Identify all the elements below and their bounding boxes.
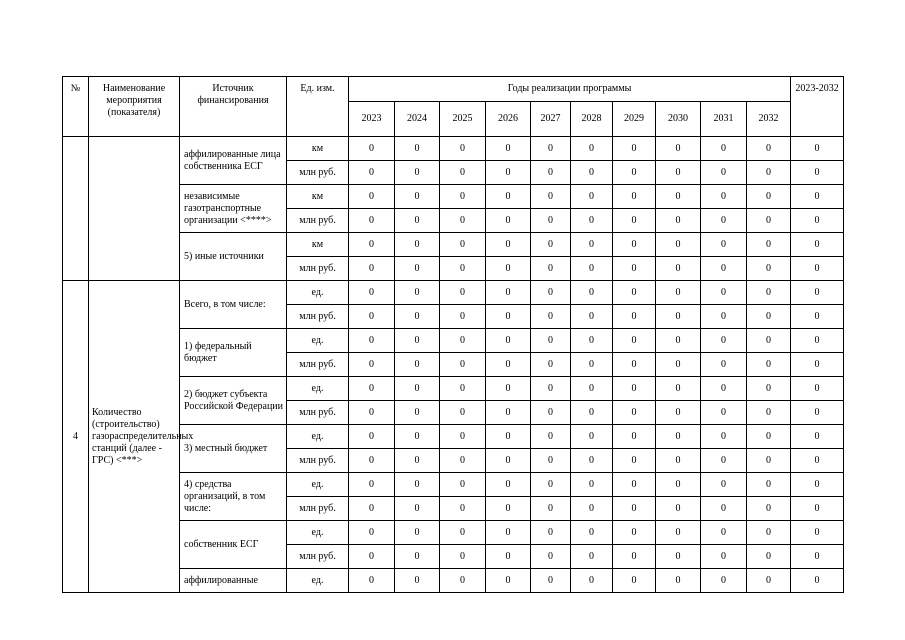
header-source: Источник финансирования	[180, 77, 287, 137]
value-cell: 0	[531, 377, 571, 401]
value-cell: 0	[701, 209, 747, 233]
value-cell: 0	[656, 233, 701, 257]
value-cell: 0	[349, 497, 395, 521]
value-cell: 0	[349, 305, 395, 329]
value-cell: 0	[349, 137, 395, 161]
header-row	[63, 77, 844, 102]
unit-cell: ед.	[287, 281, 349, 305]
value-cell: 0	[395, 305, 440, 329]
value-cell: 0	[395, 353, 440, 377]
item-name-empty	[89, 137, 180, 281]
value-cell: 0	[747, 521, 791, 545]
value-cell: 0	[486, 329, 531, 353]
value-cell: 0	[395, 545, 440, 569]
value-cell: 0	[571, 545, 613, 569]
unit-cell: ед.	[287, 425, 349, 449]
financing-source: собственник ЕСГ	[180, 521, 287, 569]
year-header: 2032	[747, 102, 791, 137]
value-cell: 0	[486, 161, 531, 185]
value-cell: 0	[395, 377, 440, 401]
value-cell: 0	[571, 497, 613, 521]
year-header: 2024	[395, 102, 440, 137]
value-cell: 0	[791, 137, 844, 161]
unit-cell: млн руб.	[287, 305, 349, 329]
value-cell: 0	[747, 497, 791, 521]
value-cell: 0	[531, 521, 571, 545]
value-cell: 0	[531, 473, 571, 497]
value-cell: 0	[395, 473, 440, 497]
value-cell: 0	[747, 401, 791, 425]
value-cell: 0	[791, 305, 844, 329]
financing-source: 4) средства организаций, в том числе:	[180, 473, 287, 521]
value-cell: 0	[571, 161, 613, 185]
value-cell: 0	[656, 161, 701, 185]
item-num-empty	[63, 137, 89, 281]
value-cell: 0	[791, 329, 844, 353]
value-cell: 0	[656, 401, 701, 425]
value-cell: 0	[571, 377, 613, 401]
value-cell: 0	[486, 377, 531, 401]
year-header: 2030	[656, 102, 701, 137]
value-cell: 0	[440, 185, 486, 209]
value-cell: 0	[747, 209, 791, 233]
value-cell: 0	[440, 401, 486, 425]
year-header: 2026	[486, 102, 531, 137]
value-cell: 0	[747, 569, 791, 593]
unit-cell: млн руб.	[287, 161, 349, 185]
value-cell: 0	[613, 377, 656, 401]
value-cell: 0	[395, 329, 440, 353]
value-cell: 0	[791, 545, 844, 569]
value-cell: 0	[440, 377, 486, 401]
value-cell: 0	[701, 425, 747, 449]
value-cell: 0	[349, 377, 395, 401]
value-cell: 0	[656, 209, 701, 233]
value-cell: 0	[395, 233, 440, 257]
table-row	[63, 569, 844, 593]
header-years-title: Годы реализации программы	[349, 77, 791, 102]
value-cell: 0	[349, 353, 395, 377]
unit-cell: млн руб.	[287, 449, 349, 473]
value-cell: 0	[656, 569, 701, 593]
value-cell: 0	[613, 497, 656, 521]
value-cell: 0	[613, 473, 656, 497]
value-cell: 0	[486, 569, 531, 593]
value-cell: 0	[486, 521, 531, 545]
value-cell: 0	[747, 137, 791, 161]
value-cell: 0	[531, 257, 571, 281]
value-cell: 0	[531, 449, 571, 473]
value-cell: 0	[747, 449, 791, 473]
unit-cell: ед.	[287, 377, 349, 401]
value-cell: 0	[395, 449, 440, 473]
value-cell: 0	[395, 281, 440, 305]
value-cell: 0	[440, 281, 486, 305]
value-cell: 0	[571, 449, 613, 473]
value-cell: 0	[395, 209, 440, 233]
value-cell: 0	[571, 137, 613, 161]
value-cell: 0	[531, 329, 571, 353]
value-cell: 0	[349, 401, 395, 425]
value-cell: 0	[486, 353, 531, 377]
value-cell: 0	[440, 449, 486, 473]
value-cell: 0	[701, 281, 747, 305]
value-cell: 0	[571, 329, 613, 353]
value-cell: 0	[791, 377, 844, 401]
value-cell: 0	[440, 257, 486, 281]
value-cell: 0	[571, 305, 613, 329]
value-cell: 0	[747, 257, 791, 281]
value-cell: 0	[701, 185, 747, 209]
value-cell: 0	[613, 329, 656, 353]
value-cell: 0	[395, 497, 440, 521]
value-cell: 0	[747, 377, 791, 401]
header-total: 2023-2032	[791, 77, 844, 137]
value-cell: 0	[531, 545, 571, 569]
table-row	[63, 329, 844, 353]
value-cell: 0	[531, 161, 571, 185]
value-cell: 0	[791, 257, 844, 281]
value-cell: 0	[747, 329, 791, 353]
value-cell: 0	[440, 545, 486, 569]
value-cell: 0	[395, 137, 440, 161]
value-cell: 0	[571, 209, 613, 233]
value-cell: 0	[613, 449, 656, 473]
value-cell: 0	[613, 209, 656, 233]
value-cell: 0	[701, 161, 747, 185]
value-cell: 0	[531, 305, 571, 329]
value-cell: 0	[656, 377, 701, 401]
value-cell: 0	[747, 161, 791, 185]
value-cell: 0	[656, 137, 701, 161]
value-cell: 0	[440, 161, 486, 185]
financing-source: аффилированные	[180, 569, 287, 593]
value-cell: 0	[531, 185, 571, 209]
value-cell: 0	[486, 401, 531, 425]
unit-cell: ед.	[287, 473, 349, 497]
value-cell: 0	[440, 521, 486, 545]
value-cell: 0	[349, 161, 395, 185]
value-cell: 0	[613, 401, 656, 425]
value-cell: 0	[395, 185, 440, 209]
value-cell: 0	[613, 281, 656, 305]
value-cell: 0	[656, 521, 701, 545]
value-cell: 0	[656, 353, 701, 377]
value-cell: 0	[395, 161, 440, 185]
value-cell: 0	[791, 233, 844, 257]
value-cell: 0	[486, 233, 531, 257]
value-cell: 0	[440, 353, 486, 377]
value-cell: 0	[571, 185, 613, 209]
value-cell: 0	[440, 137, 486, 161]
value-cell: 0	[791, 401, 844, 425]
value-cell: 0	[571, 233, 613, 257]
header-num: №	[63, 77, 89, 137]
value-cell: 0	[486, 185, 531, 209]
value-cell: 0	[656, 545, 701, 569]
value-cell: 0	[701, 401, 747, 425]
value-cell: 0	[656, 305, 701, 329]
value-cell: 0	[613, 257, 656, 281]
unit-cell: км	[287, 233, 349, 257]
unit-cell: млн руб.	[287, 497, 349, 521]
financing-source: Всего, в том числе:	[180, 281, 287, 329]
value-cell: 0	[486, 257, 531, 281]
value-cell: 0	[701, 137, 747, 161]
financing-source: 3) местный бюджет	[180, 425, 287, 473]
value-cell: 0	[791, 281, 844, 305]
value-cell: 0	[701, 353, 747, 377]
value-cell: 0	[613, 137, 656, 161]
value-cell: 0	[791, 161, 844, 185]
year-header: 2028	[571, 102, 613, 137]
value-cell: 0	[486, 305, 531, 329]
financing-source: независимые газотранспортные организации <****>	[180, 185, 287, 233]
unit-cell: млн руб.	[287, 209, 349, 233]
value-cell: 0	[571, 281, 613, 305]
value-cell: 0	[395, 521, 440, 545]
value-cell: 0	[531, 401, 571, 425]
value-cell: 0	[747, 353, 791, 377]
year-header: 2025	[440, 102, 486, 137]
value-cell: 0	[395, 425, 440, 449]
year-header: 2031	[701, 102, 747, 137]
unit-cell: ед.	[287, 569, 349, 593]
table-row	[63, 185, 844, 209]
value-cell: 0	[613, 233, 656, 257]
value-cell: 0	[486, 473, 531, 497]
financing-source: аффилированные лица собственника ЕСГ	[180, 137, 287, 185]
value-cell: 0	[571, 353, 613, 377]
header-name: Наименование мероприятия (показателя)	[89, 77, 180, 137]
value-cell: 0	[656, 425, 701, 449]
value-cell: 0	[701, 233, 747, 257]
value-cell: 0	[613, 569, 656, 593]
header-unit: Ед. изм.	[287, 77, 349, 137]
table-row	[63, 377, 844, 401]
value-cell: 0	[747, 305, 791, 329]
value-cell: 0	[440, 497, 486, 521]
value-cell: 0	[747, 233, 791, 257]
program-table	[62, 76, 844, 593]
unit-cell: км	[287, 137, 349, 161]
value-cell: 0	[395, 401, 440, 425]
value-cell: 0	[656, 449, 701, 473]
unit-cell: млн руб.	[287, 257, 349, 281]
value-cell: 0	[571, 257, 613, 281]
value-cell: 0	[349, 209, 395, 233]
value-cell: 0	[571, 425, 613, 449]
value-cell: 0	[531, 233, 571, 257]
unit-cell: ед.	[287, 521, 349, 545]
table-row	[63, 137, 844, 161]
value-cell: 0	[486, 545, 531, 569]
value-cell: 0	[791, 473, 844, 497]
value-cell: 0	[656, 185, 701, 209]
value-cell: 0	[791, 521, 844, 545]
table-row	[63, 473, 844, 497]
item-number: 4	[63, 281, 89, 593]
value-cell: 0	[747, 425, 791, 449]
unit-cell: млн руб.	[287, 353, 349, 377]
value-cell: 0	[486, 209, 531, 233]
value-cell: 0	[613, 305, 656, 329]
unit-cell: млн руб.	[287, 401, 349, 425]
value-cell: 0	[349, 425, 395, 449]
value-cell: 0	[531, 137, 571, 161]
table-row	[63, 281, 844, 305]
value-cell: 0	[656, 257, 701, 281]
table-row	[63, 521, 844, 545]
value-cell: 0	[656, 281, 701, 305]
value-cell: 0	[486, 137, 531, 161]
year-header: 2029	[613, 102, 656, 137]
value-cell: 0	[701, 473, 747, 497]
unit-cell: ед.	[287, 329, 349, 353]
financing-source: 1) федеральный бюджет	[180, 329, 287, 377]
value-cell: 0	[349, 257, 395, 281]
value-cell: 0	[571, 401, 613, 425]
value-cell: 0	[486, 449, 531, 473]
value-cell: 0	[791, 425, 844, 449]
value-cell: 0	[613, 353, 656, 377]
value-cell: 0	[440, 305, 486, 329]
value-cell: 0	[349, 281, 395, 305]
value-cell: 0	[349, 545, 395, 569]
value-cell: 0	[395, 569, 440, 593]
value-cell: 0	[747, 281, 791, 305]
value-cell: 0	[349, 233, 395, 257]
financing-source: 5) иные источники	[180, 233, 287, 281]
value-cell: 0	[701, 521, 747, 545]
item-name: Количество (строительство) газораспределительных станций (далее - ГРС) <***>	[89, 281, 180, 593]
value-cell: 0	[747, 545, 791, 569]
value-cell: 0	[531, 209, 571, 233]
year-header: 2027	[531, 102, 571, 137]
value-cell: 0	[656, 473, 701, 497]
value-cell: 0	[747, 473, 791, 497]
value-cell: 0	[701, 257, 747, 281]
value-cell: 0	[486, 497, 531, 521]
value-cell: 0	[701, 329, 747, 353]
value-cell: 0	[613, 185, 656, 209]
value-cell: 0	[613, 425, 656, 449]
value-cell: 0	[791, 353, 844, 377]
value-cell: 0	[486, 281, 531, 305]
year-header: 2023	[349, 102, 395, 137]
value-cell: 0	[656, 497, 701, 521]
value-cell: 0	[531, 569, 571, 593]
value-cell: 0	[440, 329, 486, 353]
value-cell: 0	[701, 377, 747, 401]
value-cell: 0	[613, 521, 656, 545]
value-cell: 0	[613, 545, 656, 569]
value-cell: 0	[791, 185, 844, 209]
value-cell: 0	[701, 545, 747, 569]
unit-cell: млн руб.	[287, 545, 349, 569]
value-cell: 0	[701, 569, 747, 593]
value-cell: 0	[701, 305, 747, 329]
value-cell: 0	[486, 425, 531, 449]
value-cell: 0	[747, 185, 791, 209]
value-cell: 0	[440, 233, 486, 257]
financing-source: 2) бюджет субъекта Российской Федерации	[180, 377, 287, 425]
value-cell: 0	[613, 161, 656, 185]
value-cell: 0	[349, 473, 395, 497]
value-cell: 0	[440, 473, 486, 497]
table-row	[63, 233, 844, 257]
value-cell: 0	[701, 497, 747, 521]
value-cell: 0	[656, 329, 701, 353]
value-cell: 0	[791, 569, 844, 593]
value-cell: 0	[349, 185, 395, 209]
unit-cell: км	[287, 185, 349, 209]
value-cell: 0	[531, 497, 571, 521]
value-cell: 0	[395, 257, 440, 281]
value-cell: 0	[791, 449, 844, 473]
value-cell: 0	[440, 569, 486, 593]
value-cell: 0	[349, 449, 395, 473]
value-cell: 0	[531, 425, 571, 449]
value-cell: 0	[571, 521, 613, 545]
value-cell: 0	[440, 209, 486, 233]
value-cell: 0	[531, 281, 571, 305]
value-cell: 0	[349, 521, 395, 545]
value-cell: 0	[701, 449, 747, 473]
value-cell: 0	[440, 425, 486, 449]
value-cell: 0	[349, 329, 395, 353]
value-cell: 0	[791, 497, 844, 521]
value-cell: 0	[571, 473, 613, 497]
value-cell: 0	[571, 569, 613, 593]
value-cell: 0	[791, 209, 844, 233]
value-cell: 0	[531, 353, 571, 377]
value-cell: 0	[349, 569, 395, 593]
